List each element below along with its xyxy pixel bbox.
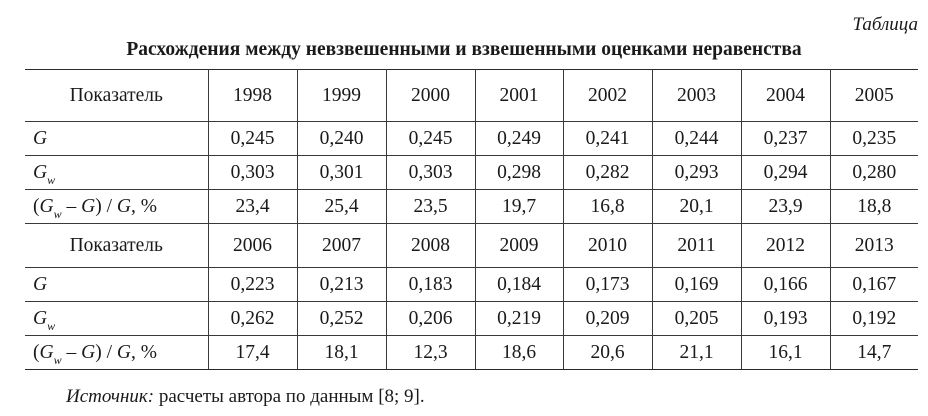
value-cell: 0,237: [741, 122, 830, 156]
value-cell: 0,206: [386, 302, 475, 336]
value-cell: 0,209: [563, 302, 652, 336]
value-cell: 23,9: [741, 190, 830, 224]
value-cell: 0,240: [297, 122, 386, 156]
value-cell: 21,1: [652, 336, 741, 370]
subscript-w: w: [47, 172, 56, 187]
table-row: [25, 122, 918, 156]
subscript-w: w: [53, 352, 62, 367]
table-row: [25, 156, 918, 190]
value-cell: 0,166: [741, 268, 830, 302]
value-cell: 20,6: [563, 336, 652, 370]
value-cell: 0,193: [741, 302, 830, 336]
value-cell: 0,241: [563, 122, 652, 156]
value-cell: 23,5: [386, 190, 475, 224]
year-header-cell: 2013: [830, 224, 918, 268]
value-cell: 0,298: [475, 156, 563, 190]
value-cell: 0,223: [208, 268, 297, 302]
value-cell: 0,184: [475, 268, 563, 302]
subscript-w: w: [47, 318, 56, 333]
symbol-g: G: [39, 341, 54, 363]
year-header-cell: 2009: [475, 224, 563, 268]
value-cell: 0,219: [475, 302, 563, 336]
value-cell: 0,280: [830, 156, 918, 190]
inequality-table: [25, 69, 918, 370]
value-cell: 0,303: [208, 156, 297, 190]
source-text: расчеты автора по данным [8; 9].: [154, 386, 425, 407]
value-cell: 16,8: [563, 190, 652, 224]
symbol-g: G: [33, 307, 48, 329]
minus-sign: –: [61, 341, 82, 363]
value-cell: 0,235: [830, 122, 918, 156]
header-label-cell: Показатель: [25, 70, 208, 122]
value-cell: 0,167: [830, 268, 918, 302]
year-header-cell: 2006: [208, 224, 297, 268]
table-row: [25, 190, 918, 224]
row-label-g: [25, 122, 208, 156]
row-label-g: [25, 268, 208, 302]
source-label: Источник:: [66, 386, 155, 407]
year-header-cell: 2004: [741, 70, 830, 122]
paren-open: (: [33, 195, 40, 217]
value-cell: 0,245: [386, 122, 475, 156]
value-cell: 0,205: [652, 302, 741, 336]
symbol-g: G: [33, 273, 48, 295]
year-header-cell: 2000: [386, 70, 475, 122]
table-header-row: [25, 224, 918, 268]
value-cell: 0,293: [652, 156, 741, 190]
value-cell: 16,1: [741, 336, 830, 370]
minus-sign: –: [61, 195, 82, 217]
value-cell: 12,3: [386, 336, 475, 370]
symbol-g: G: [116, 195, 131, 217]
divide-sign: ) /: [95, 195, 117, 217]
value-cell: 18,1: [297, 336, 386, 370]
symbol-g: G: [39, 195, 54, 217]
year-header-cell: 1998: [208, 70, 297, 122]
year-header-cell: 2005: [830, 70, 918, 122]
unit-percent: , %: [130, 195, 157, 217]
value-cell: 0,169: [652, 268, 741, 302]
value-cell: 0,183: [386, 268, 475, 302]
year-header-cell: 2007: [297, 224, 386, 268]
value-cell: 0,244: [652, 122, 741, 156]
symbol-g: G: [81, 341, 96, 363]
table-header-row: [25, 70, 918, 122]
paren-open: (: [33, 341, 40, 363]
row-label-gw: [25, 156, 208, 190]
year-header-cell: 2003: [652, 70, 741, 122]
value-cell: 19,7: [475, 190, 563, 224]
symbol-g: G: [33, 161, 48, 183]
symbol-g: G: [81, 195, 96, 217]
table-row: [25, 268, 918, 302]
divide-sign: ) /: [95, 341, 117, 363]
value-cell: 14,7: [830, 336, 918, 370]
value-cell: 0,249: [475, 122, 563, 156]
year-header-cell: 2008: [386, 224, 475, 268]
table-title: Расхождения между невзвешенными и взвешенными оценками неравенства: [126, 39, 802, 60]
year-header-cell: 2010: [563, 224, 652, 268]
year-header-cell: 2011: [652, 224, 741, 268]
source-note: [66, 386, 425, 408]
value-cell: 23,4: [208, 190, 297, 224]
subscript-w: w: [53, 206, 62, 221]
value-cell: 17,4: [208, 336, 297, 370]
year-header-cell: 2002: [563, 70, 652, 122]
value-cell: 0,173: [563, 268, 652, 302]
value-cell: 0,303: [386, 156, 475, 190]
unit-percent: , %: [130, 341, 157, 363]
value-cell: 18,8: [830, 190, 918, 224]
table-row: [25, 336, 918, 370]
value-cell: 20,1: [652, 190, 741, 224]
symbol-g: G: [116, 341, 131, 363]
year-header-cell: 2012: [741, 224, 830, 268]
year-header-cell: 2001: [475, 70, 563, 122]
value-cell: 0,294: [741, 156, 830, 190]
table-row: [25, 302, 918, 336]
row-label-gw: [25, 302, 208, 336]
year-header-cell: 1999: [297, 70, 386, 122]
value-cell: 25,4: [297, 190, 386, 224]
value-cell: 0,301: [297, 156, 386, 190]
value-cell: 0,282: [563, 156, 652, 190]
value-cell: 0,252: [297, 302, 386, 336]
value-cell: 0,213: [297, 268, 386, 302]
value-cell: 0,245: [208, 122, 297, 156]
row-label-ratio: [25, 336, 208, 370]
value-cell: 18,6: [475, 336, 563, 370]
header-label-cell: Показатель: [25, 224, 208, 268]
table-caption-label: Таблица: [852, 14, 918, 35]
symbol-g: G: [33, 127, 48, 149]
value-cell: 0,262: [208, 302, 297, 336]
value-cell: 0,192: [830, 302, 918, 336]
row-label-ratio: [25, 190, 208, 224]
